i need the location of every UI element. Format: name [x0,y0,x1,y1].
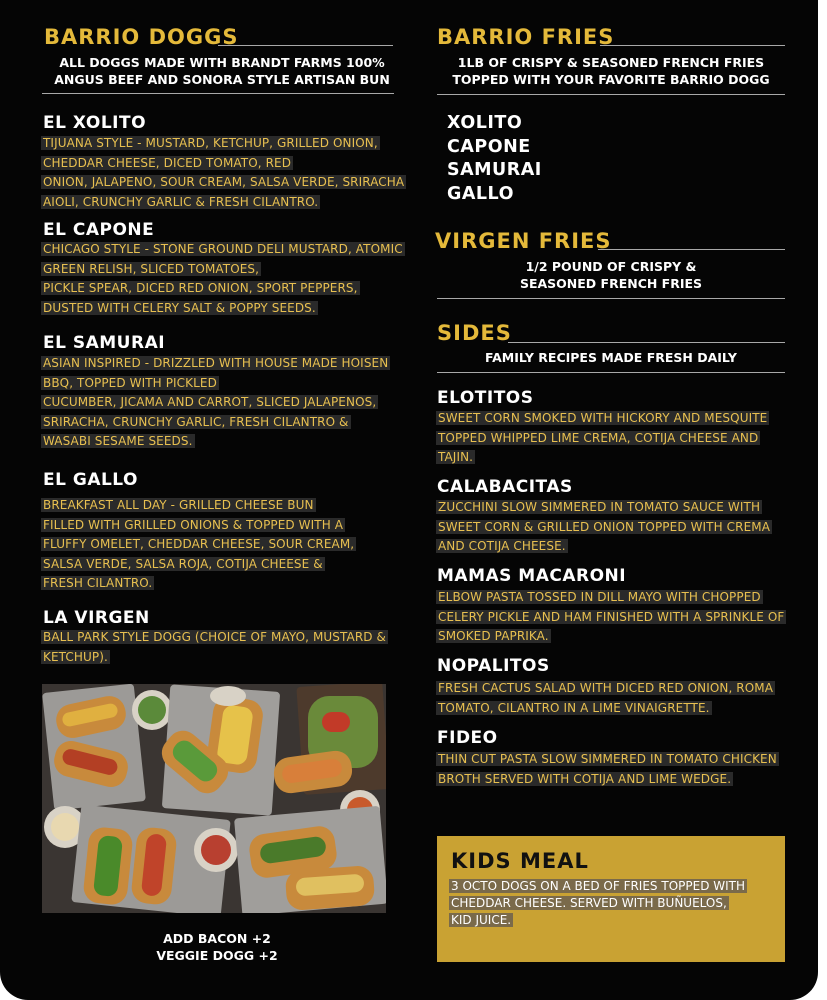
sides-header: SIDES [437,321,512,345]
side-desc-mamas-macaroni: ELBOW PASTA TOSSED IN DILL MAYO WITH CHOPPED CELERY PICKLE AND HAM FINISHED WITH A SPRINKLE OF SMOKED PAPRIKA. [438,590,785,643]
side-title-nopalitos: NOPALITOS [437,656,550,676]
side-desc-calabacitas: ZUCCHINI SLOW SIMMERED IN TOMATO SAUCE WITH SWEET CORN & GRILLED ONION TOPPED WITH CREMA AND COTIJA CHEESE. [438,500,771,553]
kids-meal-title: KIDS MEAL [451,849,589,873]
virgen-fries-header: VIRGEN FRIES [435,229,612,253]
item-desc-el-xolito: TIJUANA STYLE - MUSTARD, KETCHUP, GRILLED ONION, CHEDDAR CHEESE, DICED TOMATO, RED ONION, JALAPENO, SOUR CREAM, SALSA VERDE, SRIRACHA AIOLI, CRUNCHY GARLIC & FRESH CILANTRO. [43,136,405,209]
header-rule [42,93,394,94]
food-photo [42,684,386,913]
sides-subtitle: FAMILY RECIPES MADE FRESH DAILY [484,350,737,365]
item-desc-el-gallo: BREAKFAST ALL DAY - GRILLED CHEESE BUN FILLED WITH GRILLED ONIONS & TOPPED WITH A FLUFFY OMELET, CHEDDAR CHEESE, SOUR CREAM, SALSA VERDE, SALSA ROJA, COTIJA CHEESE & FRESH CILANTRO. [43,498,355,590]
side-desc-nopalitos: FRESH CACTUS SALAD WITH DICED RED ONION, ROMA TOMATO, CILANTRO IN A LIME VINAIGRETTE. [438,681,774,715]
fries-option: SAMURAI [447,160,542,180]
header-rule [218,45,393,46]
side-title-fideo: FIDEO [437,728,498,748]
barrio-fries-subtitle: 1LB OF CRISPY & SEASONED FRENCH FRIES TOPPED WITH YOUR FAVORITE BARRIO DOGG [452,55,770,87]
item-title-el-capone: EL CAPONE [43,220,155,240]
fries-options [447,112,542,206]
kids-meal-desc: 3 OCTO DOGS ON A BED OF FRIES TOPPED WITH CHEDDAR CHEESE. SERVED WITH BUÑUELOS, KID JUICE. [451,879,746,927]
add-ons: ADD BACON +2 VEGGIE DOGG +2 [156,931,278,963]
virgen-fries-subtitle: 1/2 POUND OF CRISPY & SEASONED FRENCH FRIES [519,259,703,291]
fries-option: GALLO [447,183,514,204]
barrio-doggs-header: BARRIO DOGGS [44,25,239,49]
side-title-mamas-macaroni: MAMAS MACARONI [437,566,627,586]
item-title-el-xolito: EL XOLITO [43,113,147,133]
barrio-fries-header: BARRIO FRIES [437,25,615,49]
item-desc-el-samurai: ASIAN INSPIRED - DRIZZLED WITH HOUSE MADE HOISEN BBQ, TOPPED WITH PICKLED CUCUMBER, JICAMA AND CARROT, SLICED JALAPENOS, SRIRACHA, CRUNCHY GARLIC, FRESH CILANTRO & WASABI SESAME SEEDS. [43,356,389,448]
item-desc-el-capone: CHICAGO STYLE - STONE GROUND DELI MUSTARD, ATOMIC GREEN RELISH, SLICED TOMATOES, PICKLE SPEAR, DICED RED ONION, SPORT PEPPERS, DUSTED WITH CELERY SALT & POPPY SEEDS. [43,242,403,315]
side-desc-fideo: THIN CUT PASTA SLOW SIMMERED IN TOMATO CHICKEN BROTH SERVED WITH COTIJA AND LIME WEDGE. [438,752,777,786]
side-title-calabacitas: CALABACITAS [437,477,573,497]
header-rule [437,94,785,95]
item-title-el-gallo: EL GALLO [43,470,138,490]
side-title-elotitos: ELOTITOS [437,388,534,408]
fries-option: XOLITO [447,113,523,133]
header-rule [437,372,785,373]
item-title-el-samurai: EL SAMURAI [43,333,166,353]
header-rule [600,45,785,46]
header-rule [437,298,785,299]
barrio-doggs-subtitle: ALL DOGGS MADE WITH BRANDT FARMS 100% ANGUS BEEF AND SONORA STYLE ARTISAN BUN [54,55,390,87]
item-title-la-virgen: LA VIRGEN [43,608,150,628]
header-rule [598,249,785,250]
kids-meal-box [437,836,785,962]
header-rule [508,342,785,343]
fries-option: CAPONE [447,136,531,157]
side-desc-elotitos: SWEET CORN SMOKED WITH HICKORY AND MESQUITE TOPPED WHIPPED LIME CREMA, COTIJA CHEESE AND TAJIN. [438,411,768,464]
page-edge [818,0,827,1000]
item-desc-la-virgen: BALL PARK STYLE DOGG (CHOICE OF MAYO, MUSTARD & KETCHUP). [43,630,386,664]
